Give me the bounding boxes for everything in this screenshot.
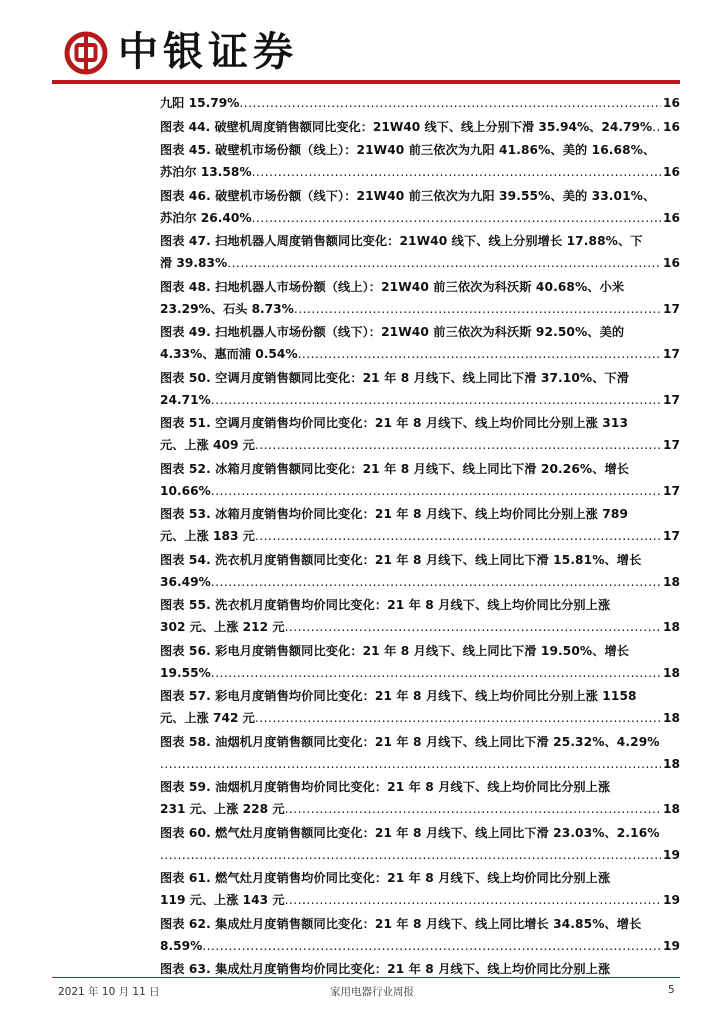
toc-page-number: 16 bbox=[663, 210, 680, 225]
toc-entry-text: 10.66% bbox=[160, 483, 211, 498]
toc-entry[interactable] bbox=[160, 139, 680, 183]
toc-entry-text: 23.29%、石头 8.73% bbox=[160, 301, 294, 316]
toc-entry-text: 图表 44. 破壁机周度销售额同比变化：21W40 线下、线上分别下滑 35.94%、24.79% bbox=[160, 119, 653, 134]
toc-entry-title: 图表 57. 彩电月度销售均价同比变化：21 年 8 月线下、线上均价同比分别上涨 1158 bbox=[160, 689, 637, 703]
dot-leader bbox=[285, 889, 661, 911]
toc-entry[interactable] bbox=[160, 276, 680, 320]
table-of-figures bbox=[160, 92, 680, 982]
toc-entry-title: 图表 58. 油烟机月度销售额同比变化：21 年 8 月线下、线上同比下滑 25.32%、4.29% bbox=[160, 734, 660, 749]
toc-entry-title: 图表 62. 集成灶月度销售额同比变化：21 年 8 月线下、线上同比增长 34.85%、增长 bbox=[160, 916, 642, 931]
toc-entry[interactable] bbox=[160, 367, 680, 411]
dot-leader bbox=[160, 753, 661, 775]
toc-entry-text: 24.71% bbox=[160, 392, 211, 407]
dot-leader bbox=[252, 161, 661, 183]
toc-page-number: 16 bbox=[663, 165, 680, 179]
toc-entry-title: 图表 45. 破壁机市场份额（线上）：21W40 前三依次为九阳 41.86%、美的 16.68%、 bbox=[160, 143, 656, 157]
toc-entry-text: 元、上涨 183 元 bbox=[160, 529, 255, 543]
dot-leader bbox=[285, 798, 661, 820]
toc-entry-line bbox=[160, 571, 680, 593]
toc-entry-line bbox=[160, 798, 680, 820]
toc-page-number: 17 bbox=[663, 301, 680, 316]
toc-entry-line bbox=[160, 161, 680, 183]
dot-leader bbox=[255, 707, 661, 729]
toc-entry[interactable] bbox=[160, 185, 680, 229]
toc-entry-line bbox=[160, 207, 680, 229]
toc-page-number: 16 bbox=[663, 119, 680, 134]
dot-leader bbox=[298, 343, 661, 365]
toc-entry-text: 苏泊尔 26.40% bbox=[160, 210, 252, 225]
toc-entry-title: 图表 46. 破壁机市场份额（线下）：21W40 前三依次为九阳 39.55%、美的 33.01%、 bbox=[160, 188, 656, 203]
toc-entry-text: 苏泊尔 13.58% bbox=[160, 165, 252, 179]
toc-entry-title: 图表 47. 扫地机器人周度销售额同比变化：21W40 线下、线上分别增长 17.88%、下 bbox=[160, 234, 643, 248]
toc-entry-title: 图表 61. 燃气灶月度销售均价同比变化：21 年 8 月线下、线上均价同比分别上涨 bbox=[160, 871, 611, 885]
toc-entry[interactable] bbox=[160, 92, 680, 114]
toc-entry[interactable] bbox=[160, 458, 680, 502]
dot-leader bbox=[652, 116, 661, 138]
toc-entry-line bbox=[160, 935, 680, 957]
dot-leader bbox=[202, 935, 661, 957]
toc-entry-title: 图表 63. 集成灶月度销售均价同比变化：21 年 8 月线下、线上均价同比分别上涨 bbox=[160, 962, 611, 976]
toc-page-number: 18 bbox=[663, 802, 680, 816]
toc-entry-title: 图表 56. 彩电月度销售额同比变化：21 年 8 月线下、线上同比下滑 19.50%、增长 bbox=[160, 643, 630, 658]
toc-page-number: 18 bbox=[663, 665, 680, 680]
toc-entry-title: 图表 51. 空调月度销售均价同比变化：21 年 8 月线下、线上均价同比分别上涨 313 bbox=[160, 416, 629, 430]
toc-entry[interactable] bbox=[160, 503, 680, 547]
toc-entry[interactable] bbox=[160, 776, 680, 820]
footer-date: 2021 年 10 月 11 日 bbox=[58, 986, 160, 998]
toc-entry-line bbox=[160, 753, 680, 775]
page-header bbox=[0, 0, 724, 92]
toc-entry-line bbox=[160, 389, 680, 411]
toc-entry-title: 图表 48. 扫地机器人市场份额（线上）：21W40 前三依次为科沃斯 40.68%、小米 bbox=[160, 279, 625, 294]
dot-leader bbox=[285, 616, 661, 638]
bank-of-china-logo bbox=[64, 31, 108, 75]
dot-leader bbox=[211, 662, 661, 684]
toc-entry-title: 图表 50. 空调月度销售额同比变化：21 年 8 月线下、线上同比下滑 37.10%、下滑 bbox=[160, 370, 630, 385]
toc-entry-line bbox=[160, 252, 680, 274]
toc-entry[interactable] bbox=[160, 549, 680, 593]
dot-leader bbox=[211, 571, 661, 593]
toc-entry-title: 图表 59. 油烟机月度销售均价同比变化：21 年 8 月线下、线上均价同比分别上涨 bbox=[160, 780, 611, 794]
dot-leader bbox=[252, 207, 661, 229]
toc-page-number: 16 bbox=[663, 96, 680, 110]
toc-entry-text: 元、上涨 742 元 bbox=[160, 711, 255, 725]
toc-entry[interactable] bbox=[160, 640, 680, 684]
toc-page-number: 18 bbox=[663, 620, 680, 634]
toc-page-number: 17 bbox=[663, 438, 680, 452]
toc-entry[interactable] bbox=[160, 321, 680, 365]
dot-leader bbox=[227, 252, 661, 274]
toc-entry-title: 图表 54. 洗衣机月度销售额同比变化：21 年 8 月线下、线上同比下滑 15.81%、增长 bbox=[160, 552, 642, 567]
toc-entry-text: 19.55% bbox=[160, 665, 211, 680]
dot-leader bbox=[255, 434, 661, 456]
toc-entry-title: 图表 55. 洗衣机月度销售均价同比变化：21 年 8 月线下、线上均价同比分别上涨 bbox=[160, 598, 611, 612]
dot-leader bbox=[294, 298, 661, 320]
toc-page-number: 19 bbox=[663, 847, 680, 862]
toc-entry-line bbox=[160, 707, 680, 729]
toc-entry-text: 4.33%、惠而浦 0.54% bbox=[160, 347, 298, 361]
toc-entry[interactable] bbox=[160, 230, 680, 274]
footer-divider bbox=[52, 977, 680, 978]
toc-entry-text: 元、上涨 409 元 bbox=[160, 438, 255, 452]
toc-entry-text: 8.59% bbox=[160, 938, 203, 953]
toc-entry[interactable] bbox=[160, 867, 680, 911]
toc-page-number: 19 bbox=[663, 893, 680, 907]
toc-entry-text: 九阳 15.79% bbox=[160, 96, 240, 110]
toc-page-number: 17 bbox=[663, 529, 680, 543]
toc-page-number: 17 bbox=[663, 392, 680, 407]
toc-entry-line bbox=[160, 92, 680, 114]
dot-leader bbox=[255, 525, 661, 547]
toc-entry-title: 图表 49. 扫地机器人市场份额（线下）：21W40 前三依次为科沃斯 92.50%、美的 bbox=[160, 325, 625, 339]
toc-entry-line bbox=[160, 343, 680, 365]
toc-entry-line bbox=[160, 616, 680, 638]
toc-entry-line bbox=[160, 889, 680, 911]
toc-entry-line bbox=[160, 662, 680, 684]
toc-entry-line bbox=[160, 480, 680, 502]
toc-entry[interactable] bbox=[160, 116, 680, 138]
brand-name: 中银证券 bbox=[118, 28, 298, 75]
toc-page-number: 17 bbox=[663, 347, 680, 361]
header-divider bbox=[52, 80, 680, 84]
dot-leader bbox=[211, 389, 661, 411]
toc-page-number: 18 bbox=[663, 711, 680, 725]
toc-entry-text: 36.49% bbox=[160, 574, 211, 589]
toc-page-number: 18 bbox=[663, 574, 680, 589]
dot-leader bbox=[160, 844, 661, 866]
dot-leader bbox=[239, 92, 661, 114]
toc-entry-line bbox=[160, 298, 680, 320]
toc-page-number: 19 bbox=[663, 938, 680, 953]
toc-entry-line bbox=[160, 434, 680, 456]
toc-entry-title: 图表 60. 燃气灶月度销售额同比变化：21 年 8 月线下、线上同比下滑 23.03%、2.16% bbox=[160, 825, 660, 840]
footer-title: 家用电器行业周报 bbox=[330, 986, 414, 998]
page-number: 5 bbox=[668, 984, 675, 996]
toc-entry-line bbox=[160, 116, 680, 138]
toc-entry-title: 图表 53. 冰箱月度销售均价同比变化：21 年 8 月线下、线上均价同比分别上涨 789 bbox=[160, 507, 629, 521]
toc-entry[interactable] bbox=[160, 822, 680, 866]
toc-entry-text: 119 元、上涨 143 元 bbox=[160, 893, 285, 907]
toc-entry[interactable] bbox=[160, 594, 680, 638]
dot-leader bbox=[211, 480, 661, 502]
toc-entry-line bbox=[160, 525, 680, 547]
toc-entry-text: 231 元、上涨 228 元 bbox=[160, 802, 285, 816]
toc-page-number: 18 bbox=[663, 756, 680, 771]
toc-entry-line bbox=[160, 844, 680, 866]
toc-entry-text: 滑 39.83% bbox=[160, 256, 228, 270]
toc-entry-text: 302 元、上涨 212 元 bbox=[160, 620, 285, 634]
toc-page-number: 16 bbox=[663, 256, 680, 270]
toc-entry[interactable] bbox=[160, 731, 680, 775]
toc-entry[interactable] bbox=[160, 685, 680, 729]
toc-entry[interactable] bbox=[160, 913, 680, 957]
toc-entry[interactable] bbox=[160, 412, 680, 456]
toc-entry-title: 图表 52. 冰箱月度销售额同比变化：21 年 8 月线下、线上同比下滑 20.26%、增长 bbox=[160, 461, 630, 476]
toc-page-number: 17 bbox=[663, 483, 680, 498]
